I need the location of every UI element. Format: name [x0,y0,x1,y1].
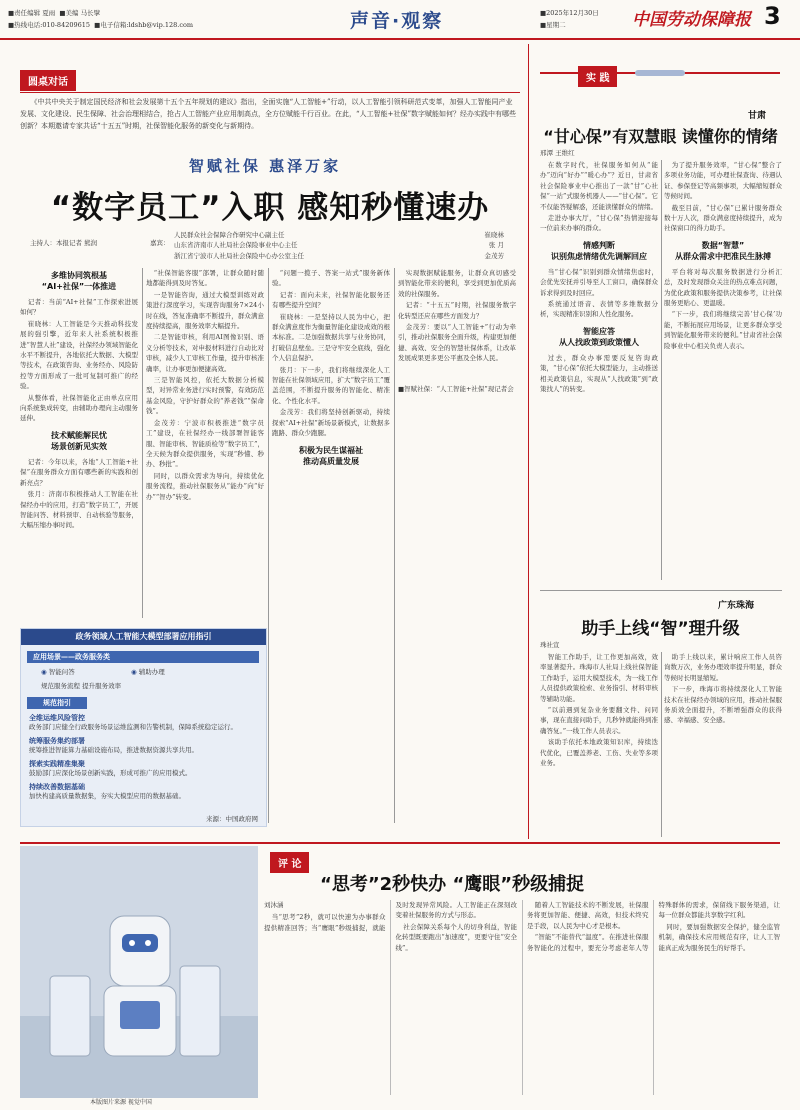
roundtable-col-1 [20,268,138,623]
paragraph: 三是智能风控，依托大数据分析模型，对异常业务进行实时预警，有效防范基金风险，守护好群众的“养老钱”“保命钱”。 [146,376,264,416]
roundtable-col-3 [272,268,390,823]
practice-banner [540,56,780,96]
paragraph: 智能工作助手，让工作更加高效，效率显著提升。珠海市人社局上线社保智能工作助手，运用大模型技术，为一线工作人员提供政策检索、业务指引、材料审核等辅助功能。 [540,653,658,703]
column-divider [268,268,269,823]
paragraph: 当“思考”2秒，就可以快速为办事群众提供精准回答；当“鹰眼”秒级捕捉，就能及时发现异常风险。人工智能正在深刻改变着社保服务的方式与形态。 [264,901,517,932]
practice-divider [540,590,782,591]
paragraph: 在数字时代，社保服务如何从“能办”迈向“好办”“暖心办”？近日，甘肃省社会保险事业中心推出了一款“甘”心社保“一站”式服务机器人——“甘心保”。它不仅能答疑解惑，还能读懂群众的情绪。 [540,161,658,211]
banner-decor [635,70,685,76]
guideline [29,736,259,755]
paragraph: 为了提升服务效率，“甘心保”整合了多项业务功能，可办理社保查询、待遇认证、参保登记等高频事项，大幅缩短群众等候时间。 [664,161,782,201]
infographic-guidelines [29,713,259,801]
guideline-text: 鼓励部门应深化场景创新实践，形成可推广的应用模式。 [29,769,192,777]
review-tag: 评 论 [270,852,309,873]
paragraph: 系统通过语音、表情等多维数据分析，实现精准识别和人性化服务。 [540,300,658,319]
paragraph: 实现数据赋能服务，让群众真切感受到智能化带来的便利，享受到更加优质高效的社保服务。 [398,269,516,298]
paragraph: 记者：面向未来，社保智能化服务还有哪些提升空间？ [272,290,390,310]
roundtable-col1-subhead-2: 技术赋能解民忧 场景创新见实效 [51,430,107,451]
practice-tag: 实 践 [578,66,617,87]
paper-name: 中国劳动保障报 [632,10,751,30]
roundtable-headline: “数字员工”入职 感知秒懂速办 [50,190,490,226]
practice-subhead: 智能应答 从人找政策到政策懂人 [559,326,639,347]
issue-date: ■2025年12月30日 [540,9,599,17]
roundtable-tag: 圆桌对话 [20,70,76,91]
column-divider [394,268,395,823]
paragraph: 张月：济南市积极推动人工智能在社保经办中的应用，打造“数字员工”，开展智能问答、材料预审、自动核验等服务，大幅压缩办事时间。 [20,490,138,530]
column-divider [142,268,143,618]
masthead [0,0,800,40]
paragraph: 走进办事大厅，“甘心保”热情迎接每一位前来办事的群众。 [540,214,658,233]
practice-headline-2: 助手上线“智”理升级 [581,619,740,639]
paragraph: 一是智能咨询，通过大模型训练对政策进行深度学习，实现咨询服务7×24小时在线，答复准确率不断提升，群众满意度持续提高，服务效率大幅提升。 [146,290,264,331]
roundtable-col-2 [146,268,264,608]
guest-org: 人民群众社会保障合作研究中心副主任 [174,231,285,239]
paragraph: 二是智能审核，利用AI图像识别、语义分析等技术，对申报材料进行自动比对审核，减少人工审核工作量，提升审核准确率，让办事更加便捷高效。 [146,333,264,373]
paragraph: “以前遇到复杂业务要翻文件、问同事，现在直接问助手，几秒钟就能得到准确答复。”一线工作人员表示。 [540,706,658,735]
practice-region-1: 甘肃 [748,111,767,121]
guideline [29,759,259,778]
infographic-title: 政务领域人工智能大模型部署应用指引 [21,629,266,645]
guest-org: 浙江省宁波市人社局社会保险中心办公室主任 [174,251,304,260]
review-photo [20,846,258,1098]
chat-icon: ◉ [41,668,47,676]
roundtable-col3-subhead: 积极为民生谋福祉 推动高质量发展 [299,445,363,466]
hotline: ■热线电话:010-84209615 [8,21,91,29]
paragraph: “社保智能客服”部署，让群众随时随地都能得到及时答复。 [146,269,264,288]
assist-icon: ◉ [131,668,137,676]
paragraph: 张月：下一步，我们将继续深化人工智能在社保领域应用，扩大“数字员工”覆盖范围，不断提升服务的智能化、精准化、个性化水平。 [272,365,390,405]
paragraph: “问题一揽子、答案一站式”服务新体验。 [272,269,390,288]
robot-service-image [20,846,258,1098]
paragraph: 助手上线以来，累计响应工作人员咨询数万次，业务办理效率提升明显，群众等候时长明显缩短。 [664,653,782,682]
masthead-rule [0,38,800,40]
infographic-item-label: 智能问答 [48,668,75,676]
guideline [29,782,259,801]
paragraph: 过去，群众办事需要反复咨询政策，“甘心保”依托大模型能力，主动推送相关政策信息，实现从“人找政策”到“政策找人”的转变。 [540,353,658,394]
guideline-heading: 持续改善数据基础 [29,783,85,791]
practice-subhead: 数据“智慧” 从群众需求中把准民生脉搏 [675,240,771,261]
roundtable-host: 主持人：本报记者 熊润 [30,239,98,247]
column-divider [661,160,662,580]
paragraph: 随着人工智能技术的不断发展，社保服务将更加智能、便捷、高效，但技术终究是手段，以人民为中心才是根本。 [527,901,649,930]
photo-credit: 本版图片来源 视觉中国 [90,1099,152,1106]
infographic-b1-sub: 规范服务流程 提升服务效率 [41,682,122,690]
paragraph: 从整体看，社保智能化正由单点应用向系统集成转变，由辅助办理向主动服务延伸。 [20,393,138,423]
guest-list [174,230,504,261]
practice-col-1 [540,160,658,580]
paragraph: “下一步，我们将继续完善‘甘心保’功能，不断拓展应用场景，让更多群众享受到智能化服务带来的便利。”甘肃省社会保险事业中心相关负责人表示。 [664,310,782,350]
review-rule [20,842,780,844]
paragraph: 金茂芳：我们将坚持创新驱动，持续探索“AI+社保”新场景新模式，让数据多跑路、群众少跑腿。 [272,408,390,438]
paragraph: 记者：当前“AI+社保”工作探索进展如何？ [20,298,138,317]
guest-row [174,240,504,250]
guideline-heading: 统筹服务集约部署 [29,737,85,745]
guest-name: 张 月 [488,241,504,250]
paragraph: 平台将对每次服务数据进行分析汇总，及时发现群众关注的热点难点问题，为优化政策和服务提供决策参考，让社保服务更贴心、更温暖。 [664,267,782,308]
practice-byline-2: 珠社宣 [540,641,560,649]
infographic-source: 来源：中国政府网 [206,814,258,823]
paragraph: 该助手依托本地政策知识库，持续迭代优化，已覆盖养老、工伤、失业等多项业务。 [540,738,658,768]
review-byline: 刘沐涵 [264,901,284,909]
guideline-text: 政务部门应健全行政服务场景运维监测和告警机制，保障系统稳定运行。 [29,723,237,731]
guest-name: 金茂芳 [484,251,504,260]
practice-region-2: 广东珠海 [718,601,755,611]
guideline-heading: 探索实践精准集聚 [29,760,85,768]
guideline-text: 统筹推进智能算力基础设施布局，推进数据资源共享共用。 [29,746,198,754]
review-headline: “思考”2秒快办 “鹰眼”秒级捕捉 [320,874,585,895]
infographic-box2-title: 规范指引 [27,697,87,709]
paragraph: 社会保障关系每个人的切身利益，智能化转型既要跑出“加速度”，更要守住“安全线”。 [395,922,517,952]
guest-org: 山东省济南市人社局社会保险事业中心主任 [174,241,298,250]
practice-headline-1: “甘心保”有双慧眼 读懂你的情绪 [543,127,778,146]
guideline [29,713,259,732]
paragraph: 金茂芳：宁波市积极推进“数字员工”建设，在社保经办一线部署智能客服、智能审核、智能质检等“数字员工”，全天候为群众提供服务，实现“秒懂、秒办、秒批”。 [146,418,264,469]
roundtable-col-4 [398,268,516,823]
paragraph: 同时，要加强数据安全保护，健全监管机制，确保技术应用规范有序，让人工智能真正成为服务民生的好帮手。 [658,922,780,952]
review-body [264,900,780,1095]
paragraph: “智能”不能替代“温度”。在推进社保服务智能化的过程中，要充分考虑老年人等特殊群体的需求，保留线下服务渠道，让每一位群众都能共享数字红利。 [527,901,780,952]
practice-col-2 [664,160,782,580]
paragraph: 同时，以群众需求为导向，持续优化服务流程，推动社保服务从“能办”向“好办”“智办”转变。 [146,471,264,501]
contact-line [8,20,193,30]
roundtable-col4-footer: ■智赋社保：“人工智能+社保”现记者会 [398,384,514,393]
paragraph: 截至目前，“甘心保”已累计服务群众数十万人次，群众满意度持续提升，成为社保窗口的得力助手。 [664,203,782,233]
section-divider [528,44,529,839]
roundtable-rule [20,92,520,93]
paragraph: 下一步，珠海市将持续深化人工智能技术在社保经办领域的应用，推动社保服务质效全面提升，不断增强群众的获得感、幸福感、安全感。 [664,685,782,725]
paragraph: 崔晓林：一是坚持以人民为中心，把群众满意度作为衡量智能化建设成效的根本标准。二是加强数据共享与业务协同，打破信息壁垒。三是守牢安全底线，强化个人信息保护。 [272,312,390,363]
paragraph: 记者：今年以来，各地“人工智能+社保”在服务群众方面有哪些新的实践和创新亮点？ [20,457,138,487]
paragraph: 记者：“十五五”时期，社保服务数字化转型还应在哪些方面发力？ [398,301,516,320]
infographic-item [41,667,75,677]
roundtable-subhead: 智赋社保 惠泽万家 [188,157,342,175]
issue-weekday: ■星期二 [540,21,566,29]
designer: ■美编 马长擘 [59,9,101,17]
editor-line [8,8,100,18]
editor: ■责任编辑 夏雨 [8,9,56,17]
guest-name: 崔晓林 [484,231,504,239]
section-title: 声音·观察 [350,10,444,32]
roundtable-col1-subhead: 多维协同筑根基 “AI+社保”一体推进 [41,271,117,291]
practice-byline-1: 邢潭 王维红 [540,149,575,157]
practice-col-3 [540,652,658,837]
roundtable-guest-label: 嘉宾： [150,239,170,247]
infographic-box1-title: 应用场景——政务服务类 [27,651,259,663]
paragraph: 当“甘心保”识别到群众情绪焦虑时，会优先安抚并引导至人工窗口，确保群众诉求得到及时回应。 [540,267,658,297]
roundtable-intro: 《中共中央关于制定国民经济和社会发展第十五个五年规划的建议》指出，全面实施“人工智能+”行动，以人工智能引领科研范式变革，加强人工智能同产业发展、文化建设、民生保障、社会治理相结合，抢占人工智能产业应用制高点，全方位赋能千行百业。在此，“人工智能+社保”数字赋能如何？经办实践中有哪些创新？本期邀请专家共话“十五五”时期，社保智能化服务的新变化与新期待。 [20,98,517,130]
page-number: 3 [764,2,781,30]
practice-col-4 [664,652,782,837]
practice-subhead: 情感判断 识别焦虑情绪优先调解回应 [551,240,647,261]
infographic [20,628,267,827]
paragraph: 金茂芳：要以“人工智能+”行动为牵引，推动社保服务全面升级，构建更加便捷、高效、安全的智慧社保体系，让改革发展成果更多更公平惠及全体人民。 [398,323,516,363]
infographic-item-label: 辅助办理 [138,668,165,676]
guideline-heading: 全维运维风险管控 [29,714,85,722]
guest-row [174,230,504,240]
infographic-item [131,667,165,677]
column-divider [661,652,662,837]
guideline-text: 加快构建高质量数据集，夯实大模型应用的数据基础。 [29,792,185,800]
paragraph: 崔晓林：人工智能是今天推动科技发展的强引擎，近年来人社系统积极推进“智慧人社”建设，社保经办领域智能化水平不断提升，各地依托大数据、大模型等技术，在政策咨询、业务经办、风险防控等方面形成了一批可复制可推广的经验。 [20,319,138,391]
guest-row [174,251,504,261]
email: ■电子信箱:ldshb@vip.128.com [94,21,194,29]
